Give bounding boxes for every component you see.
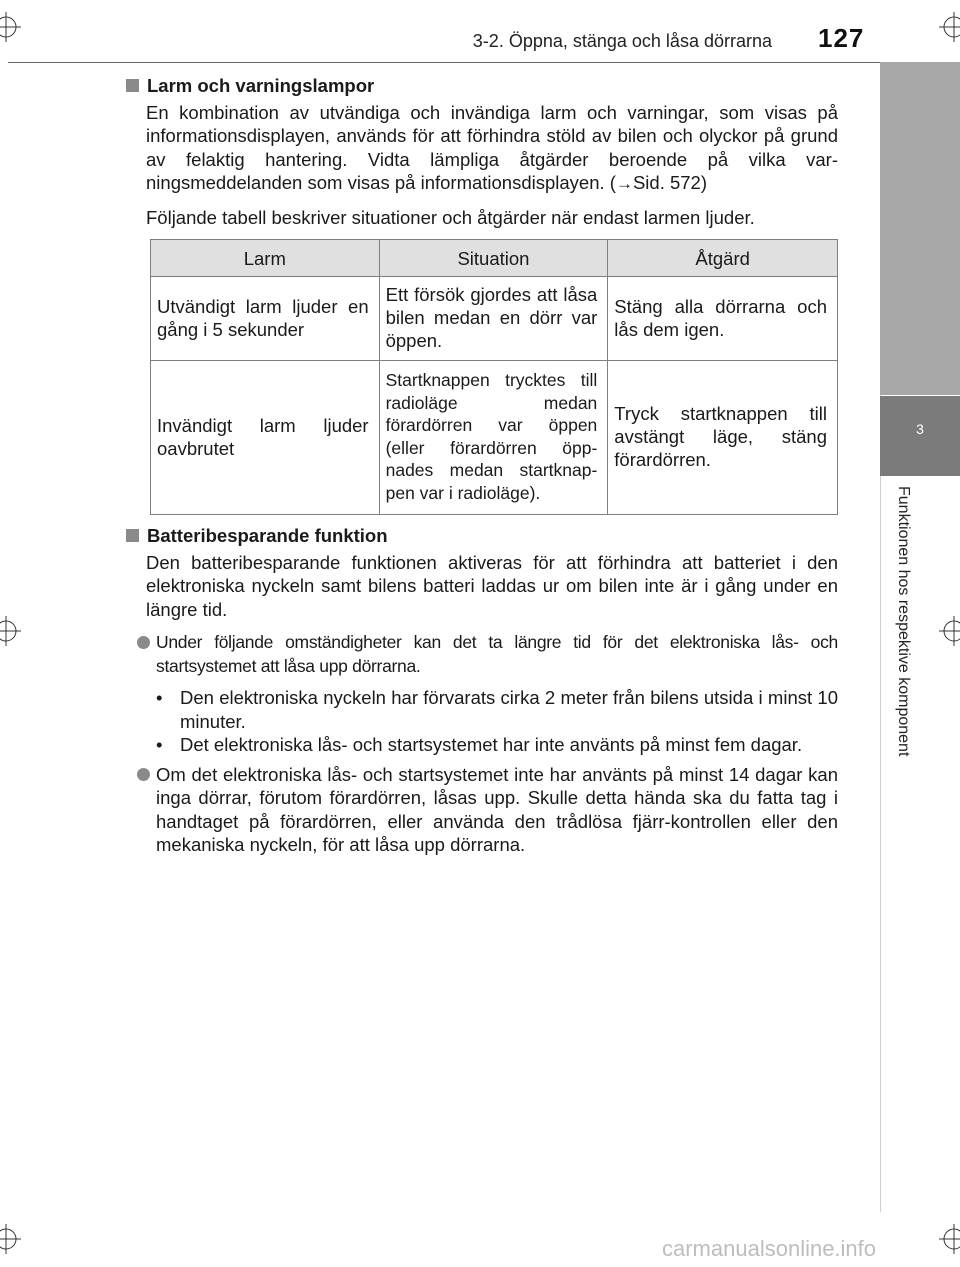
table-header-row [151,240,838,277]
chapter-tab-number: 3 [880,396,960,476]
header-rule [8,62,950,63]
column-header-alarm: Larm [151,240,380,277]
circle-bullet-icon [137,636,150,649]
table-row [151,361,838,515]
registration-mark-icon [0,1224,21,1254]
registration-mark-icon [939,1224,960,1254]
table-intro-paragraph: Följande tabell beskriver situationer och åtgärder när endast larmen ljuder. [146,206,755,228]
registration-mark-icon [939,12,960,42]
page-number: 127 [818,23,865,53]
page-reference-link[interactable]: Sid. 572 [632,172,701,193]
alarm-section [126,74,838,229]
table-row [151,277,838,361]
alarm-paragraph: En kombination av utvändiga och invändiga larm och varningar, som visas på informationsdisplayen, används för att förhindra stöld av bilen och olyckor på grund av felaktig hantering. Vidta lämpliga åtgärder beroende på vilka var-ningsmeddelanden som visas på informationsdisplayen. (→Sid. 572) [146,101,838,193]
section-title: 3-2. Öppna, stänga och låsa dörrarna [472,31,772,51]
sub-list-item: • Den elektroniska nyckeln har förvarats cirka 2 meter från bilens utsida i minst 10 minuter. [156,687,838,732]
chapter-tab-light [880,62,960,395]
column-header-action: Åtgärd [608,240,838,277]
registration-mark-icon [0,12,21,42]
battery-paragraph: Den batteribesparande funktionen aktiveras för att förhindra att batteriet i den elektroniska nyckeln samt bilens batteri laddas ur om bilen inte är i gång under en längre tid. [146,551,838,620]
sub-list [156,686,838,757]
cell-action: Tryck startknappen till avstängt läge, stäng förardörren. [608,361,838,515]
cell-alarm: Utvändigt larm ljuder en gång i 5 sekunder [151,277,380,361]
arrow-right-icon: → [615,174,633,193]
sub-list-item: • Det elektroniska lås- och startsystemet har inte använts på minst fem dagar. [156,734,803,755]
battery-section [126,524,838,857]
cell-action: Stäng alla dörrarna och lås dem igen. [608,277,838,361]
registration-mark-icon [939,616,960,646]
watermark: carmanualsonline.info [662,1236,877,1261]
cell-situation: Startknappen trycktes till radioläge medan förardörren var öppen (eller förardörren öpp-nades medan startknap-pen var i radioläge). [379,361,608,515]
list-item: Under följande omständigheter kan det ta längre tid för det elektroniska lås- och startsystemet att låsa upp dörrarna. [137,631,838,678]
battery-heading: Batteribesparande funktion [126,524,838,548]
cell-alarm: Invändigt larm ljuder oavbrutet [151,361,380,515]
registration-mark-icon [0,616,21,646]
circle-bullet-icon [137,768,150,781]
alarm-table [150,239,838,515]
square-bullet-icon [126,529,139,542]
list-item: Om det elektroniska lås- och startsystemet inte har använts på minst 14 dagar kan inga dörrar, förutom förardörren, låsas upp. Skulle detta hända ska du fatta tag i handtaget på förardörren, eller använda den trådlösa fjärr-kontrollen eller den mekaniska nyckeln, för att låsa upp dörrarna. [137,763,838,857]
column-header-situation: Situation [379,240,608,277]
chapter-tab-title: Funktionen hos respektive komponent [895,486,912,757]
alarm-heading: Larm och varningslampor [126,74,838,98]
square-bullet-icon [126,79,139,92]
cell-situation: Ett försök gjordes att låsa bilen medan en dörr var öppen. [379,277,608,361]
